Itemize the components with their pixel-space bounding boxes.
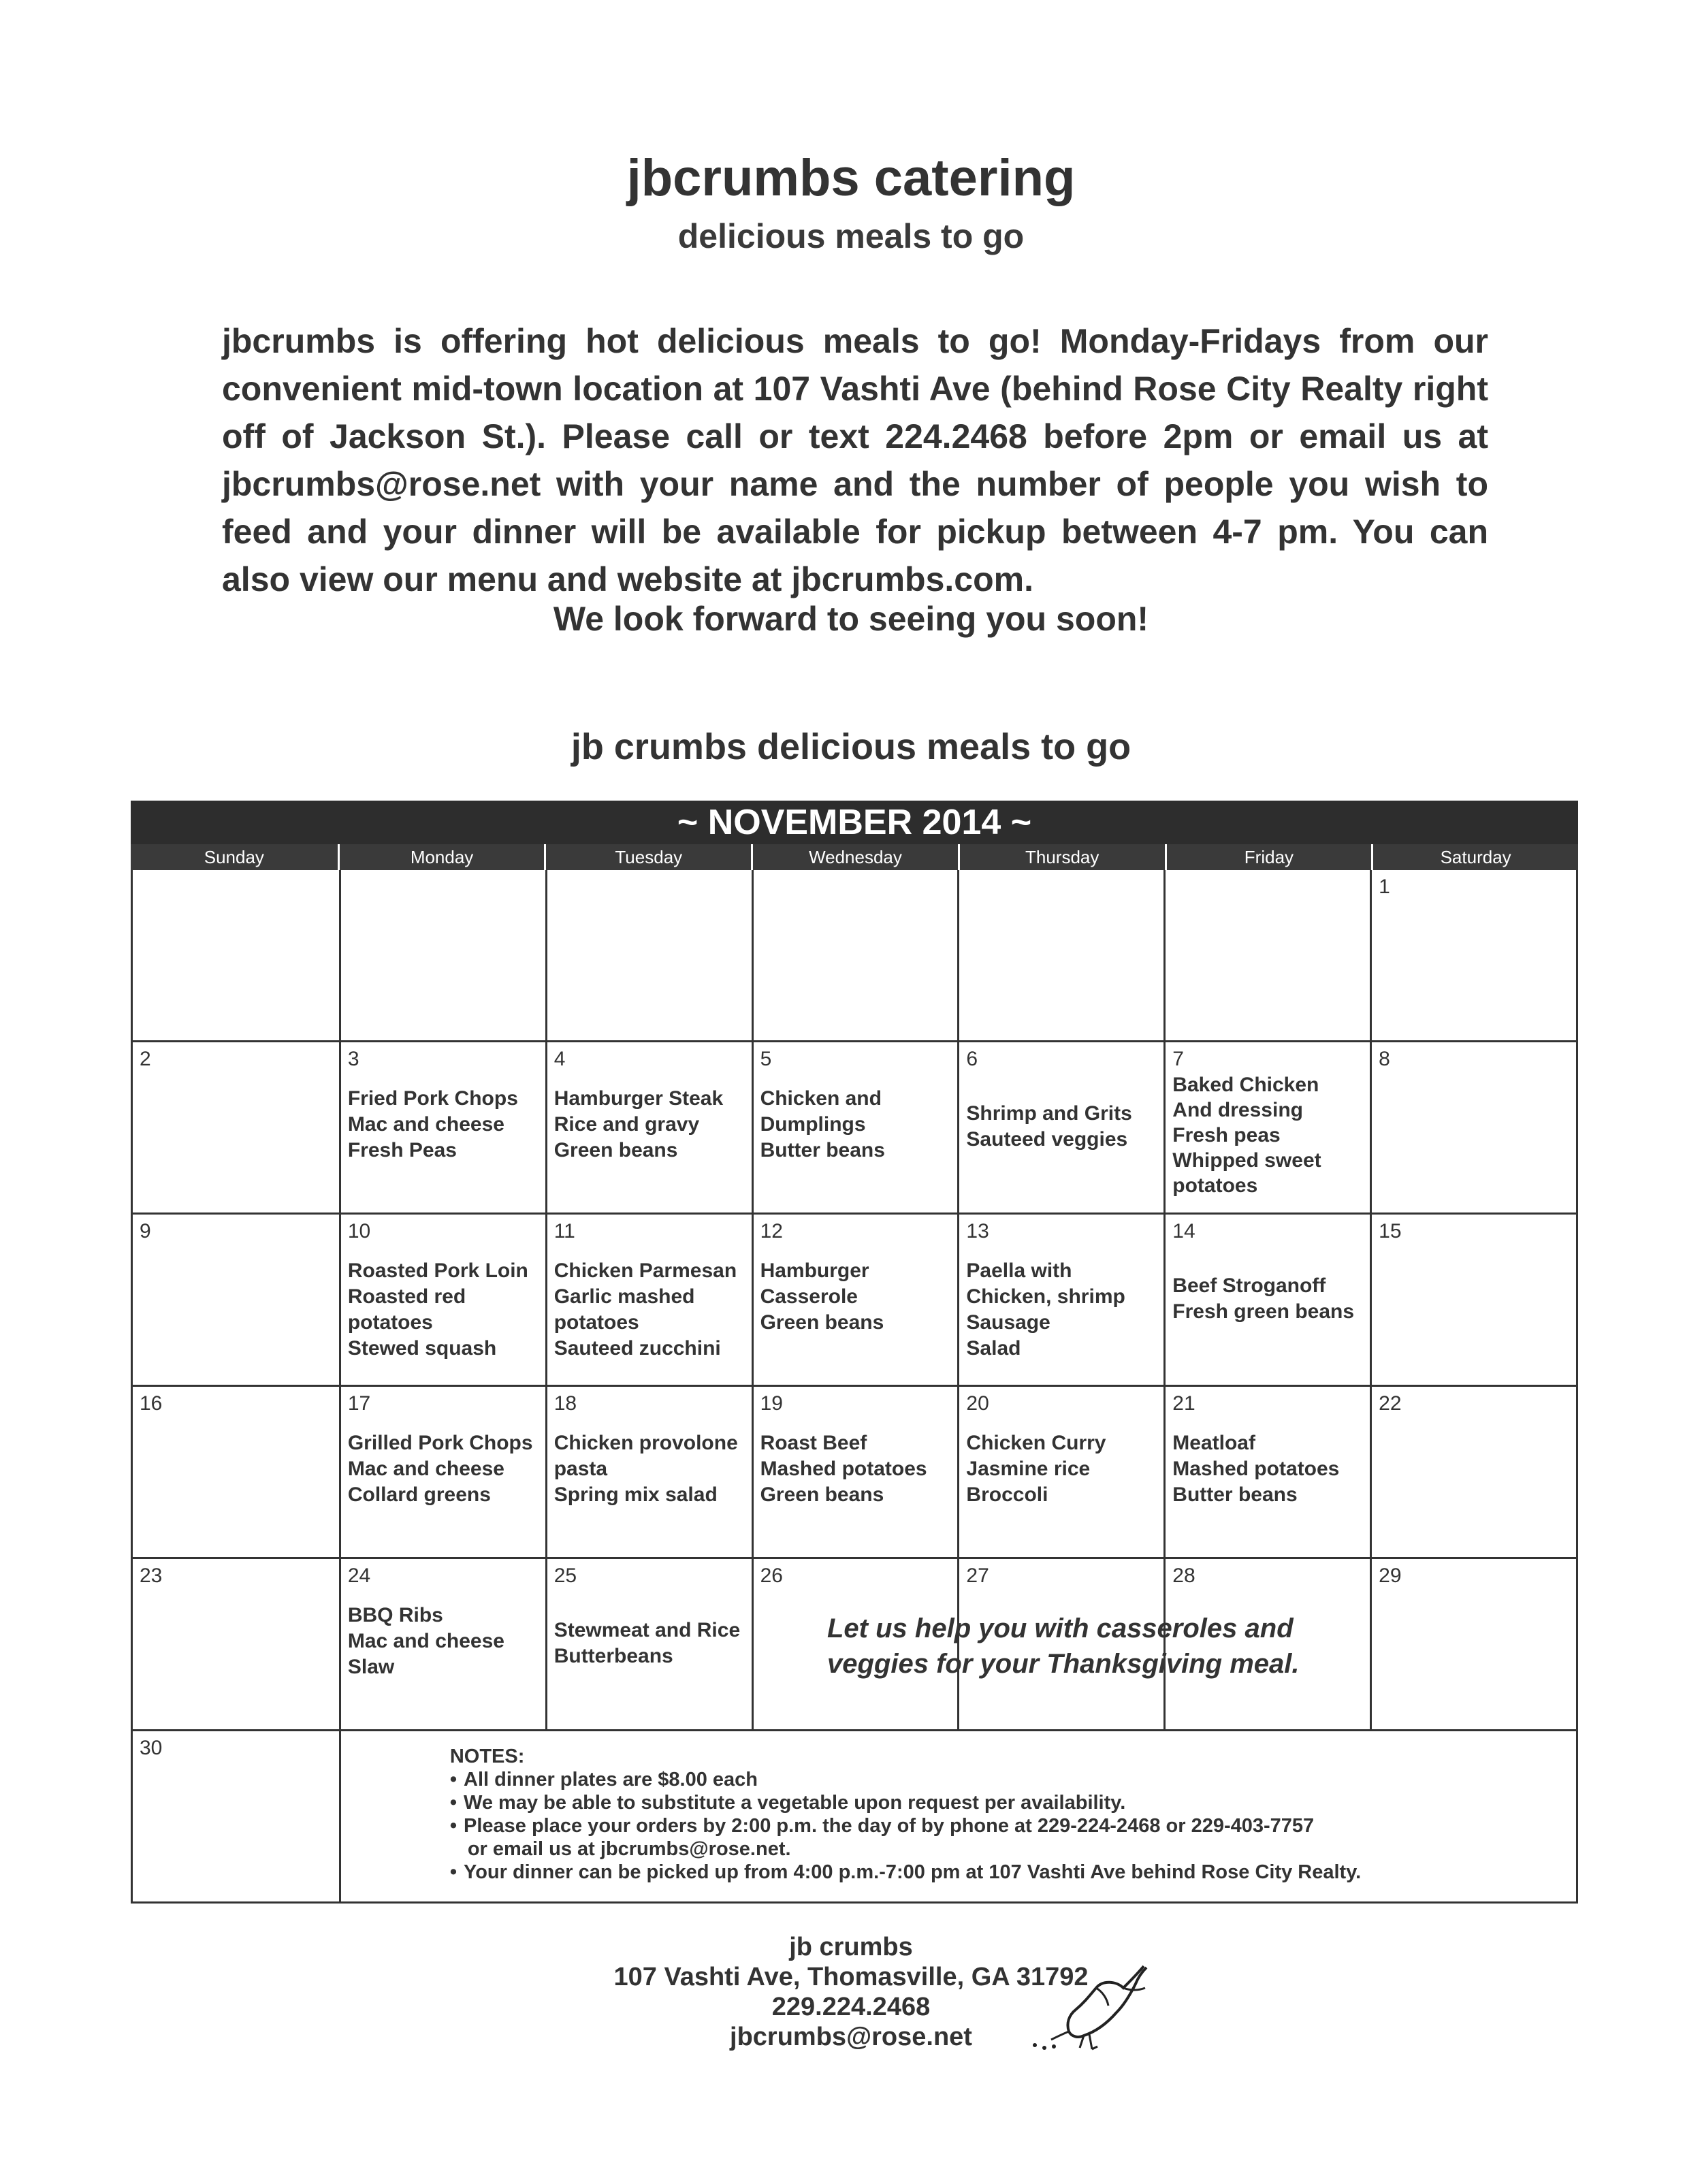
day-number: 24	[347, 1564, 371, 1587]
note-item	[450, 1768, 1576, 1791]
daily-menu	[966, 1258, 1157, 1362]
note-text: Please place your orders by 2:00 p.m. the day of by phone at 229-224-2468 or 229-403-7757	[464, 1815, 1315, 1837]
day-number: 30	[140, 1737, 163, 1759]
day-number	[554, 876, 745, 900]
menu-item: Sausage	[966, 1311, 1050, 1334]
bird-icon	[1021, 1961, 1164, 2056]
menu-item: Dumplings	[760, 1113, 866, 1136]
day-number: 13	[966, 1220, 989, 1242]
day-number: 17	[347, 1392, 371, 1415]
footer-phone: 229.224.2468	[771, 1993, 931, 2021]
thanksgiving-note	[827, 1611, 1345, 1682]
weekday-label: Monday	[338, 844, 545, 870]
menu-item: Hamburger	[760, 1259, 869, 1282]
calendar-day	[339, 1387, 545, 1557]
menu-item: Sauteed zucchini	[553, 1337, 721, 1360]
calendar-week	[133, 870, 1576, 1042]
calendar-day	[133, 870, 339, 1040]
calendar-day	[1370, 1559, 1576, 1729]
day-number: 23	[140, 1564, 163, 1587]
menu-item: Chicken Curry	[966, 1432, 1106, 1454]
calendar-day	[752, 1042, 958, 1213]
calendar-day	[133, 1042, 339, 1213]
menu-item: Collard greens	[347, 1483, 491, 1506]
menu-item: Rice and gravy	[553, 1113, 700, 1136]
menu-item: Sauteed veggies	[966, 1128, 1128, 1151]
intro-paragraph: jbcrumbs is offering hot delicious meals to go! Monday-Fridays from our convenient mid-town location at 107 Vashti Ave (behind Rose City Realty right off of Jackson St.). Please call or text 224.2468 before 2pm or email us at jbcrumbs@rose.net with your name and the number of people you wish to feed and your dinner will be available for pickup between 4-7 pm. You can also view our menu and website at jbcrumbs.com.	[222, 322, 1488, 598]
calendar-day	[545, 1042, 752, 1213]
menu-item: Shrimp and Grits	[966, 1102, 1132, 1125]
menu-item: Green beans	[553, 1139, 678, 1161]
menu-item: Baked Chicken	[1172, 1074, 1319, 1096]
day-number: 20	[966, 1392, 989, 1415]
daily-menu	[1172, 1273, 1363, 1325]
menu-item: Whipped sweet	[1172, 1149, 1321, 1172]
menu-item: Stewed squash	[347, 1337, 497, 1360]
calendar-day	[133, 1731, 339, 1901]
daily-menu	[348, 1258, 539, 1362]
menu-item: Hamburger Steak	[553, 1087, 724, 1110]
menu-item: Butterbeans	[553, 1645, 673, 1667]
calendar-heading: jb crumbs delicious meals to go	[571, 726, 1131, 767]
day-number: 14	[1172, 1220, 1195, 1242]
menu-item: Grilled Pork Chops	[347, 1432, 533, 1454]
menu-item: Roasted red	[347, 1285, 466, 1308]
note-text: All dinner plates are $8.00 each	[464, 1769, 758, 1790]
calendar-day	[545, 1215, 752, 1385]
note-text: Your dinner can be picked up from 4:00 p.m.-7:00 pm at 107 Vashti Ave behind Rose City Realty.	[464, 1861, 1362, 1883]
day-number: 8	[1379, 1048, 1390, 1070]
menu-item: Fresh green beans	[1172, 1300, 1355, 1323]
calendar-day	[1370, 870, 1576, 1040]
calendar-day	[957, 1042, 1163, 1213]
day-number: 9	[140, 1220, 151, 1242]
calendar-day	[339, 1215, 545, 1385]
weekday-label: Sunday	[204, 847, 264, 867]
day-number: 12	[760, 1220, 783, 1242]
calendar-day	[752, 870, 958, 1040]
calendar-day	[339, 1042, 545, 1213]
intro-closing: We look forward to seeing you soon!	[553, 600, 1149, 638]
calendar-week	[133, 1215, 1576, 1387]
day-number: 6	[966, 1048, 978, 1070]
menu-item: Spring mix salad	[553, 1483, 718, 1506]
page-title: jbcrumbs catering	[626, 149, 1076, 207]
daily-menu	[348, 1603, 539, 1680]
menu-item: Fresh Peas	[347, 1139, 457, 1161]
menu-item: Salad	[966, 1337, 1021, 1360]
page-subtitle: delicious meals to go	[677, 217, 1025, 255]
calendar-day	[1370, 1387, 1576, 1557]
menu-item: Paella with	[966, 1259, 1072, 1282]
menu-item: Garlic mashed	[553, 1285, 695, 1308]
menu-item: And dressing	[1172, 1099, 1303, 1121]
day-number: 25	[553, 1564, 577, 1587]
calendar-day	[133, 1215, 339, 1385]
weekday-header	[131, 844, 1578, 870]
day-number: 22	[1379, 1392, 1402, 1415]
menu-item: Chicken, shrimp	[966, 1285, 1125, 1308]
menu-item: potatoes	[347, 1311, 433, 1334]
calendar-day	[1370, 1042, 1576, 1213]
calendar-day	[545, 870, 752, 1040]
day-number: 10	[347, 1220, 371, 1242]
menu-item: Chicken and	[760, 1087, 882, 1110]
calendar-day	[133, 1387, 339, 1557]
day-number	[966, 876, 1157, 900]
menu-item: Green beans	[760, 1483, 884, 1506]
day-number: 5	[760, 1048, 772, 1070]
calendar-day	[957, 1215, 1163, 1385]
day-number: 18	[553, 1392, 577, 1415]
weekday-label: Tuesday	[544, 844, 751, 870]
footer-email: jbcrumbs@rose.net	[730, 2023, 972, 2051]
day-number	[1172, 876, 1363, 900]
day-number: 4	[553, 1048, 566, 1070]
daily-menu	[760, 1430, 951, 1508]
menu-item: Beef Stroganoff	[1172, 1274, 1326, 1297]
note-item	[450, 1861, 1576, 1884]
daily-menu	[554, 1430, 745, 1508]
calendar-day	[957, 870, 1163, 1040]
menu-item: Jasmine rice	[966, 1458, 1091, 1480]
calendar-day	[1163, 870, 1370, 1040]
footer-name: jb crumbs	[789, 1933, 913, 1961]
note-item	[450, 1791, 1576, 1814]
day-number: 2	[140, 1048, 151, 1070]
note-item	[450, 1814, 1576, 1837]
day-number	[760, 876, 951, 900]
calendar-notes-row	[133, 1731, 1576, 1904]
menu-item: Mac and cheese	[347, 1630, 504, 1652]
day-number: 28	[1172, 1564, 1195, 1587]
day-number: 3	[347, 1048, 359, 1070]
day-number: 7	[1172, 1048, 1184, 1070]
calendar-day	[1163, 1387, 1370, 1557]
footer-address: 107 Vashti Ave, Thomasville, GA 31792	[613, 1963, 1089, 1991]
day-number: 1	[1379, 876, 1390, 898]
menu-item: Butter beans	[760, 1139, 885, 1161]
menu-item: Mac and cheese	[347, 1113, 504, 1136]
calendar-day	[545, 1559, 752, 1729]
menu-item: BBQ Ribs	[347, 1604, 443, 1626]
menu-item: Stewmeat and Rice	[553, 1619, 741, 1641]
day-number: 21	[1172, 1392, 1195, 1415]
weekday-label: Wednesday	[751, 844, 958, 870]
note-text: We may be able to substitute a vegetable upon request per availability.	[464, 1792, 1126, 1814]
menu-calendar	[131, 801, 1578, 1904]
day-number	[348, 876, 539, 900]
calendar-day	[1163, 1215, 1370, 1385]
weekday-label: Thursday	[958, 844, 1165, 870]
menu-item: potatoes	[1172, 1174, 1258, 1197]
day-number: 16	[140, 1392, 163, 1415]
menu-item: Slaw	[347, 1656, 395, 1678]
bullet-icon: •	[449, 1792, 457, 1814]
menu-item: Broccoli	[966, 1483, 1048, 1506]
menu-item: Casserole	[760, 1285, 858, 1308]
month-banner: ~ NOVEMBER 2014 ~	[131, 801, 1578, 844]
day-number	[140, 876, 332, 900]
bullet-icon: •	[449, 1815, 457, 1837]
day-number: 15	[1379, 1220, 1402, 1242]
daily-menu	[760, 1086, 951, 1163]
day-number: 11	[553, 1220, 575, 1242]
calendar-day	[339, 870, 545, 1040]
menu-item: Chicken provolone	[553, 1432, 738, 1454]
menu-item: Fresh peas	[1172, 1124, 1281, 1146]
thanksgiving-note-line: veggies for your Thanksgiving meal.	[827, 1649, 1300, 1679]
daily-menu	[1172, 1430, 1363, 1508]
contact-footer	[0, 1932, 1702, 2052]
menu-item: Mashed potatoes	[760, 1458, 927, 1480]
menu-item: Butter beans	[1172, 1483, 1298, 1506]
menu-item: Green beans	[760, 1311, 884, 1334]
menu-item: pasta	[553, 1458, 608, 1480]
bullet-icon: •	[449, 1861, 457, 1883]
daily-menu	[966, 1430, 1157, 1508]
day-number: 19	[760, 1392, 783, 1415]
daily-menu	[554, 1086, 745, 1163]
calendar-day	[133, 1559, 339, 1729]
daily-menu	[760, 1258, 951, 1336]
weekday-label: Friday	[1165, 844, 1372, 870]
menu-item: Roast Beef	[760, 1432, 867, 1454]
calendar-week	[133, 1042, 1576, 1215]
menu-item: Meatloaf	[1172, 1432, 1255, 1454]
menu-item: Mashed potatoes	[1172, 1458, 1340, 1480]
daily-menu	[554, 1258, 745, 1362]
menu-item: Roasted Pork Loin	[347, 1259, 528, 1282]
daily-menu	[1172, 1072, 1363, 1198]
daily-menu	[348, 1086, 539, 1163]
bullet-icon: •	[449, 1769, 457, 1790]
menu-item: Chicken Parmesan	[553, 1259, 737, 1282]
calendar-week	[133, 1387, 1576, 1559]
calendar-day	[752, 1387, 958, 1557]
calendar-day	[545, 1387, 752, 1557]
daily-menu	[554, 1618, 745, 1669]
menu-item: Mac and cheese	[347, 1458, 504, 1480]
calendar-day	[339, 1559, 545, 1729]
note-text-continued: or email us at jbcrumbs@rose.net.	[467, 1838, 791, 1860]
calendar-day	[1370, 1215, 1576, 1385]
notes-section	[339, 1731, 1576, 1901]
calendar-grid	[131, 870, 1578, 1904]
day-number: 26	[760, 1564, 783, 1587]
daily-menu	[348, 1430, 539, 1508]
calendar-day	[957, 1387, 1163, 1557]
thanksgiving-note-line: Let us help you with casseroles and	[827, 1613, 1294, 1643]
calendar-day	[1163, 1042, 1370, 1213]
weekday-label: Saturday	[1371, 844, 1578, 870]
calendar-day	[752, 1215, 958, 1385]
menu-item: Fried Pork Chops	[347, 1087, 518, 1110]
menu-item: potatoes	[553, 1311, 639, 1334]
notes-title: NOTES:	[449, 1746, 525, 1767]
daily-menu	[966, 1101, 1157, 1153]
day-number: 27	[966, 1564, 989, 1587]
day-number: 29	[1379, 1564, 1402, 1587]
